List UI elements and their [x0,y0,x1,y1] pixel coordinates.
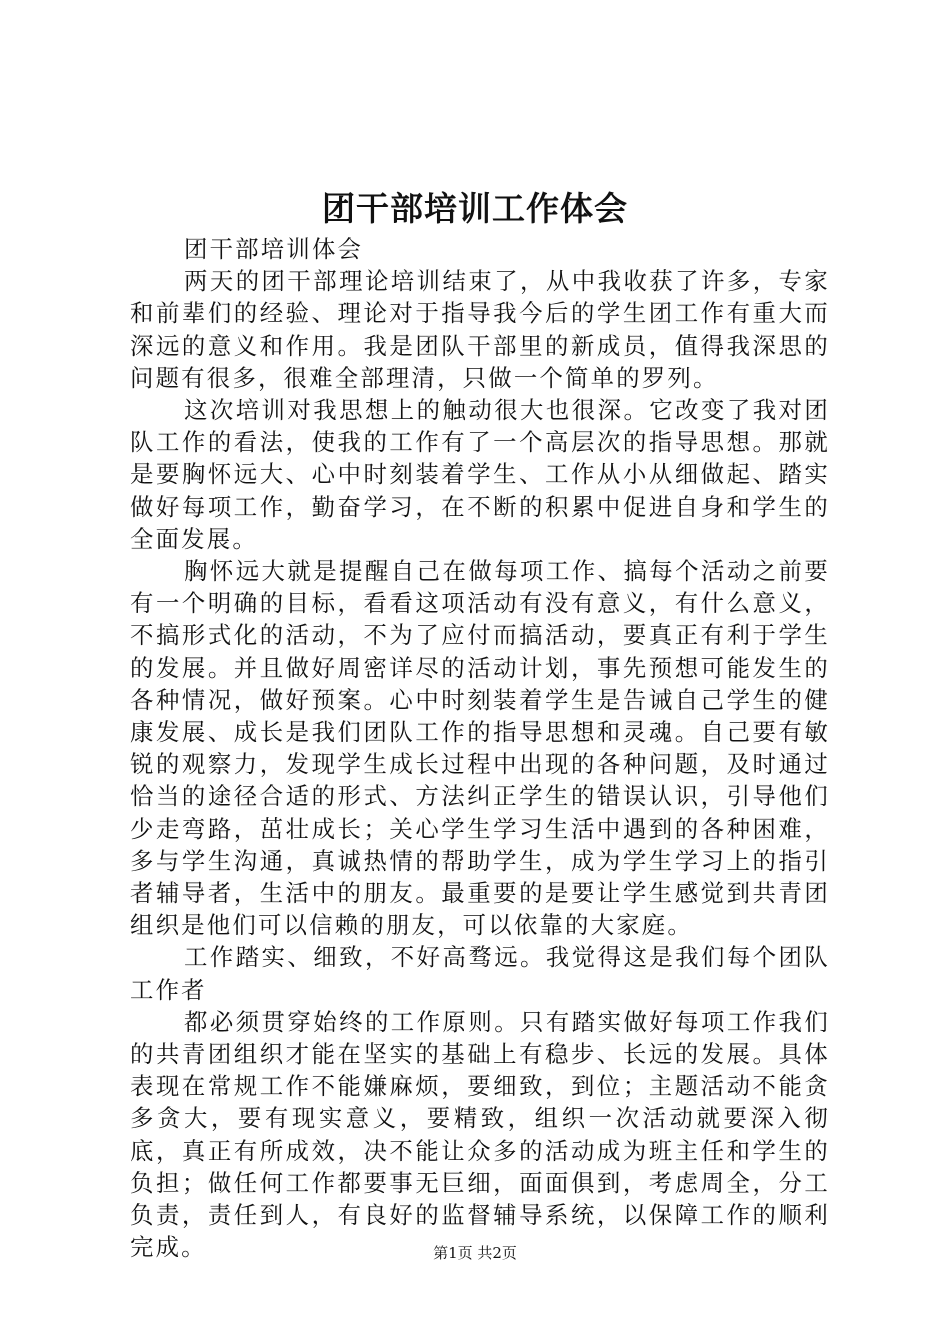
paragraph: 两天的团干部理论培训结束了，从中我收获了许多，专家和前辈们的经验、理论对于指导我今后的学生团工作有重大而深远的意义和作用。我是团队干部里的新成员，值得我深思的问题有很多，很难全部理清，只做一个简单的罗列。 [130,267,830,392]
document-title: 团干部培训工作体会 [322,189,628,228]
paragraph: 都必须贯穿始终的工作原则。只有踏实做好每项工作我们的共青团组织才能在坚实的基础上有稳步、长远的发展。具体表现在常规工作不能嫌麻烦，要细致，到位；主题活动不能贪多贪大，要有现实意义，要精致，组织一次活动就要深入彻底，真正有所成效，决不能让众多的活动成为班主任和学生的负担；做任何工作都要事无巨细，面面俱到，考虑周全，分工负责，责任到人，有良好的监督辅导系统，以保障工作的顺利完成。 [130,1007,830,1262]
paragraph: 这次培训对我思想上的触动很大也很深。它改变了我对团队工作的看法，使我的工作有了一个高层次的指导思想。那就是要胸怀远大、心中时刻装着学生、工作从小从细做起、踏实做好每项工作，勤奋学习，在不断的积累中促进自身和学生的全面发展。 [130,396,830,553]
document-body [130,233,830,1264]
paragraph-subtitle: 团干部培训体会 [184,235,364,263]
paragraph: 胸怀远大就是提醒自己在做每项工作、搞每个活动之前要有一个明确的目标，看看这项活动有没有意义，有什么意义，不搞形式化的活动，不为了应付而搞活动，要真正有利于学生的发展。并且做好周密详尽的活动计划，事先预想可能发生的各种情况，做好预案。心中时刻装着学生是告诫自己学生的健康发展、成长是我们团队工作的指导思想和灵魂。自己要有敏锐的观察力，发现学生成长过程中出现的各种问题，及时通过恰当的途径合适的形式、方法纠正学生的错误认识，引导他们少走弯路，茁壮成长；关心学生学习生活中遇到的各种困难，多与学生沟通，真诚热情的帮助学生，成为学生学习上的指引者辅导者，生活中的朋友。最重要的是要让学生感觉到共青团组织是他们可以信赖的朋友，可以依靠的大家庭。 [130,557,830,940]
paragraph: 工作踏实、细致，不好高骛远。我觉得这是我们每个团队工作者 [130,943,830,1004]
page-footer: 第1页 共2页 [433,1244,517,1262]
